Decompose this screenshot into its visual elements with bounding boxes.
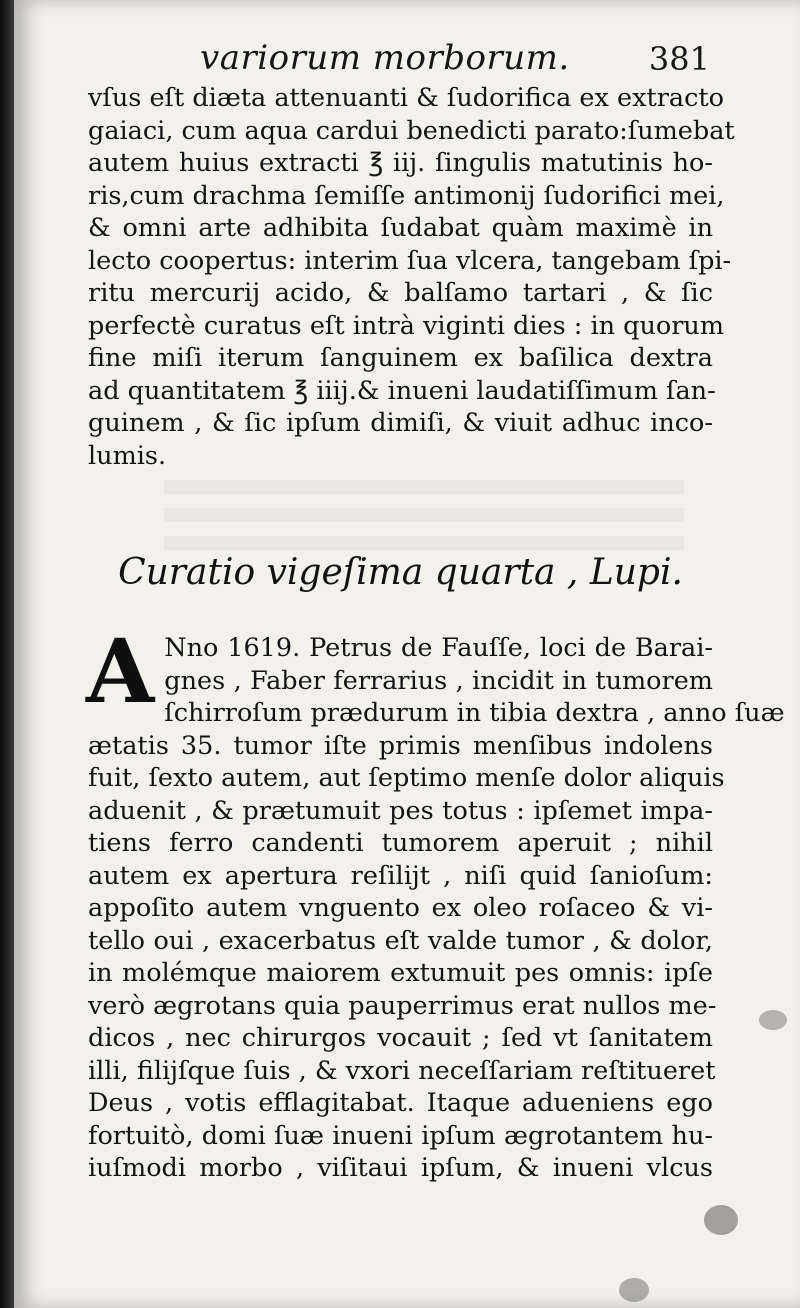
text-line: aduenit , & prætumuit pes totus : ipſemet impa- — [88, 795, 713, 826]
text-line: dicos , nec chirurgos vocauit ; ſed vt ſanitatem — [88, 1023, 713, 1053]
paragraph-1 — [88, 82, 735, 472]
text-line: autem huius extracti ℥ iij. ſingulis matutinis ho- — [88, 148, 713, 178]
text-line: Deus , votis efflagitabat. Itaque adueniens ego — [88, 1088, 713, 1118]
section-heading: Curatio vigeſima quarta , Lupi. — [118, 552, 683, 593]
text-line: ris,cum drachma ſemiſſe antimonij ſudorifici mei, — [88, 180, 725, 211]
paragraph-2 — [86, 619, 785, 1185]
text-line: fuit, ſexto autem, aut ſeptimo menſe dolor aliquis — [88, 763, 725, 793]
text-line: tiens ferro candenti tumorem aperuit ; nihil — [88, 828, 713, 858]
text-line: & omni arte adhibita ſudabat quàm maximè in — [88, 213, 713, 243]
text-line: vſus eſt diæta attenuanti & ſudorifica ex extracto — [88, 83, 724, 113]
text-line: fine miſi iterum ſanguinem ex baſilica dextra — [88, 343, 713, 373]
text-line: Nno 1619. Petrus de Fauſſe, loci de Barai- — [164, 633, 713, 663]
book-spine-shadow — [0, 0, 14, 1308]
text-line: ad quantitatem ℥ iiij.& inueni laudatiſſimum ſan- — [88, 375, 716, 406]
text-line: tello oui , exacerbatus eſt valde tumor , & dolor, — [88, 925, 713, 956]
text-line: illi, filijſque ſuis , & vxori neceſſariam reſtitueret — [88, 1055, 716, 1086]
paper-stain — [704, 1205, 738, 1235]
text-line: gnes , Faber ferrarius , incidit in tumorem — [164, 665, 713, 696]
paper-stain — [619, 1278, 649, 1302]
text-line: perfectè curatus eſt intrà viginti dies : in quorum — [88, 310, 725, 341]
text-line: in molémque maiorem extumuit pes omnis: ipſe — [88, 958, 713, 988]
drop-cap: A — [86, 619, 155, 723]
page-number: 381 — [648, 40, 710, 78]
text-line: guinem , & ſic ipſum dimiſi, & viuit adhuc inco- — [88, 408, 713, 438]
page-header — [90, 30, 710, 90]
text-line: fortuitò, domi ſuæ inueni ipſum ægrotantem hu- — [88, 1120, 713, 1151]
running-title: variorum morborum. — [200, 38, 570, 78]
text-line: lumis. — [88, 440, 167, 471]
text-line: verò ægrotans quia pauperrimus erat nullos me- — [88, 990, 717, 1021]
text-line: lecto coopertus: interim ſua vlcera, tangebam ſpi- — [88, 245, 732, 276]
text-line: iuſmodi morbo , viſitaui ipſum, & inueni vlcus — [88, 1153, 713, 1183]
text-line: ætatis 35. tumor iſte primis menſibus indolens — [88, 730, 713, 761]
paper-stain — [759, 1010, 787, 1030]
show-through-text — [164, 470, 684, 550]
text-line: autem ex apertura reſilijt , niſi quid ſanioſum: — [88, 860, 713, 891]
text-line: ſchirroſum prædurum in tibia dextra , anno ſuæ — [164, 698, 785, 728]
text-line: ritu mercurij acido, & balſamo tartari , & ſic — [88, 278, 713, 308]
text-line: gaiaci, cum aqua cardui benedicti parato:ſumebat — [88, 115, 735, 146]
text-line: appoſito autem vnguento ex oleo roſaceo & vi- — [88, 893, 713, 923]
